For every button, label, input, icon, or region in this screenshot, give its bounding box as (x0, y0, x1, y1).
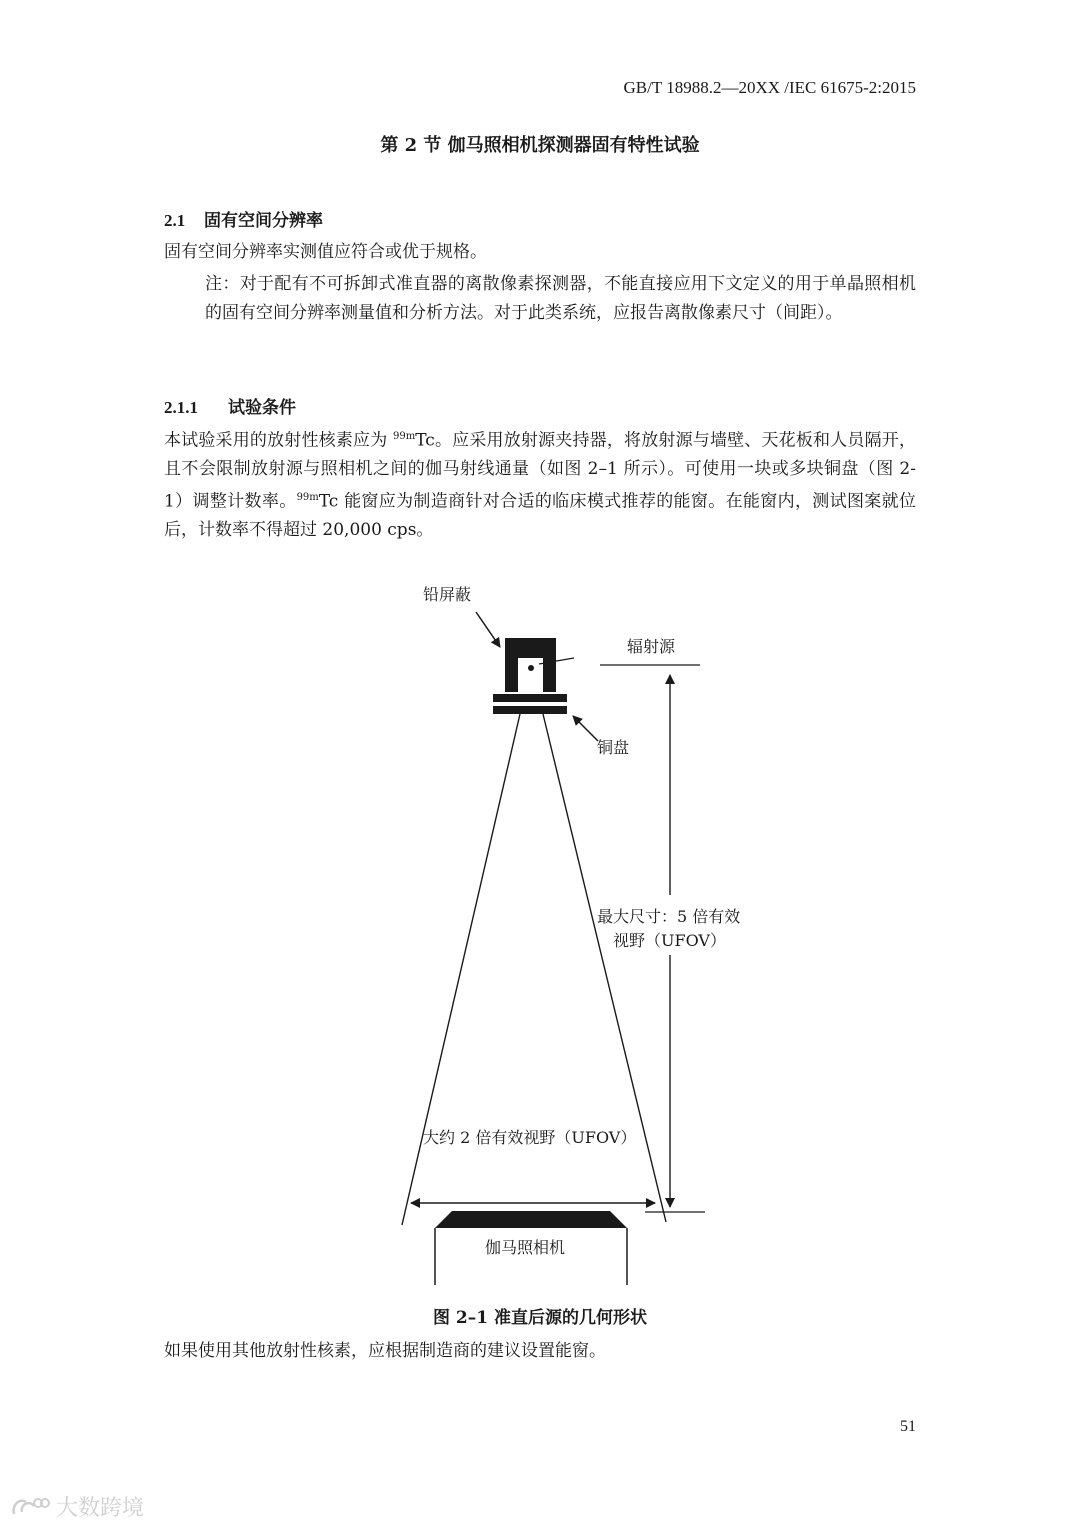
label-source: 辐射源 (627, 637, 676, 656)
page-number: 51 (900, 1418, 916, 1435)
superscript: 99m (393, 431, 416, 442)
label-max-line1: 最大尺寸：5 倍有效 (597, 907, 741, 926)
paragraph-2-1: 固有空间分辨率实测值应符合或优于规格。 (164, 242, 487, 262)
heading-number: 2.1 (164, 211, 186, 230)
copper-plate-shape (493, 706, 567, 714)
copper-plate-shape (493, 694, 567, 702)
text-segment: 本试验采用的放射性核素应为 (164, 430, 394, 451)
heading-title: 试验条件 (228, 398, 296, 418)
lead-shield-shape (505, 638, 556, 692)
heading-2-1-1 (164, 393, 296, 418)
watermark-logo-icon (10, 1494, 50, 1520)
heading-number: 2.1.1 (164, 398, 198, 417)
heading-2-1 (164, 206, 323, 231)
label-copper: 铜盘 (597, 738, 630, 757)
superscript: 99m (296, 492, 319, 504)
beam-edge-left (402, 714, 520, 1225)
lead-shield-pointer (476, 612, 500, 647)
note-2-1: 注：对于配有不可拆卸式准直器的离散像素探测器，不能直接应用下文定义的用于单晶照相机的固有空间分辨率测量值和分析方法。对于此类系统，应报告离散像素尺寸（间距）。 (205, 274, 916, 323)
section-title: 第 2 节 伽马照相机探测器固有特性试验 (380, 135, 700, 156)
closing-paragraph: 如果使用其他放射性核素，应根据制造商的建议设置能窗。 (164, 1341, 606, 1361)
collimated-source-diagram (0, 560, 1080, 1300)
text-segment: Tc。应采用放射源夹持器，将放射源与墙壁、天花板和人员隔开，且不会限制放射源与照相机之间的伽马射线通量（如图 2–1 所示）。可使用一块或多块铜盘（图 2-1）调整计数率。 (164, 430, 916, 512)
watermark-text: 大数跨境 (56, 1496, 145, 1521)
label-max-line2: 视野（UFOV） (613, 931, 726, 950)
paragraph-2-1-1 (164, 423, 916, 545)
camera-collimator-shape (435, 1211, 627, 1228)
label-approx-width: 大约 2 倍有效视野（UFOV） (423, 1128, 637, 1147)
heading-title: 固有空间分辨率 (204, 211, 323, 231)
text-segment: Tc 能窗应为制造商针对合适的临床模式推荐的能窗。在能窗内，测试图案就位后，计数率不得超过 20,000 cps。 (164, 491, 916, 541)
source-point (528, 665, 534, 671)
watermark (10, 1491, 144, 1522)
copper-plate-pointer (573, 716, 598, 741)
label-camera: 伽马照相机 (485, 1238, 566, 1257)
figure-caption: 图 2–1 准直后源的几何形状 (433, 1308, 647, 1328)
header-standard: GB/T 18988.2—20XX /IEC 61675-2:2015 (623, 78, 916, 97)
label-lead-shield: 铅屏蔽 (423, 585, 472, 604)
